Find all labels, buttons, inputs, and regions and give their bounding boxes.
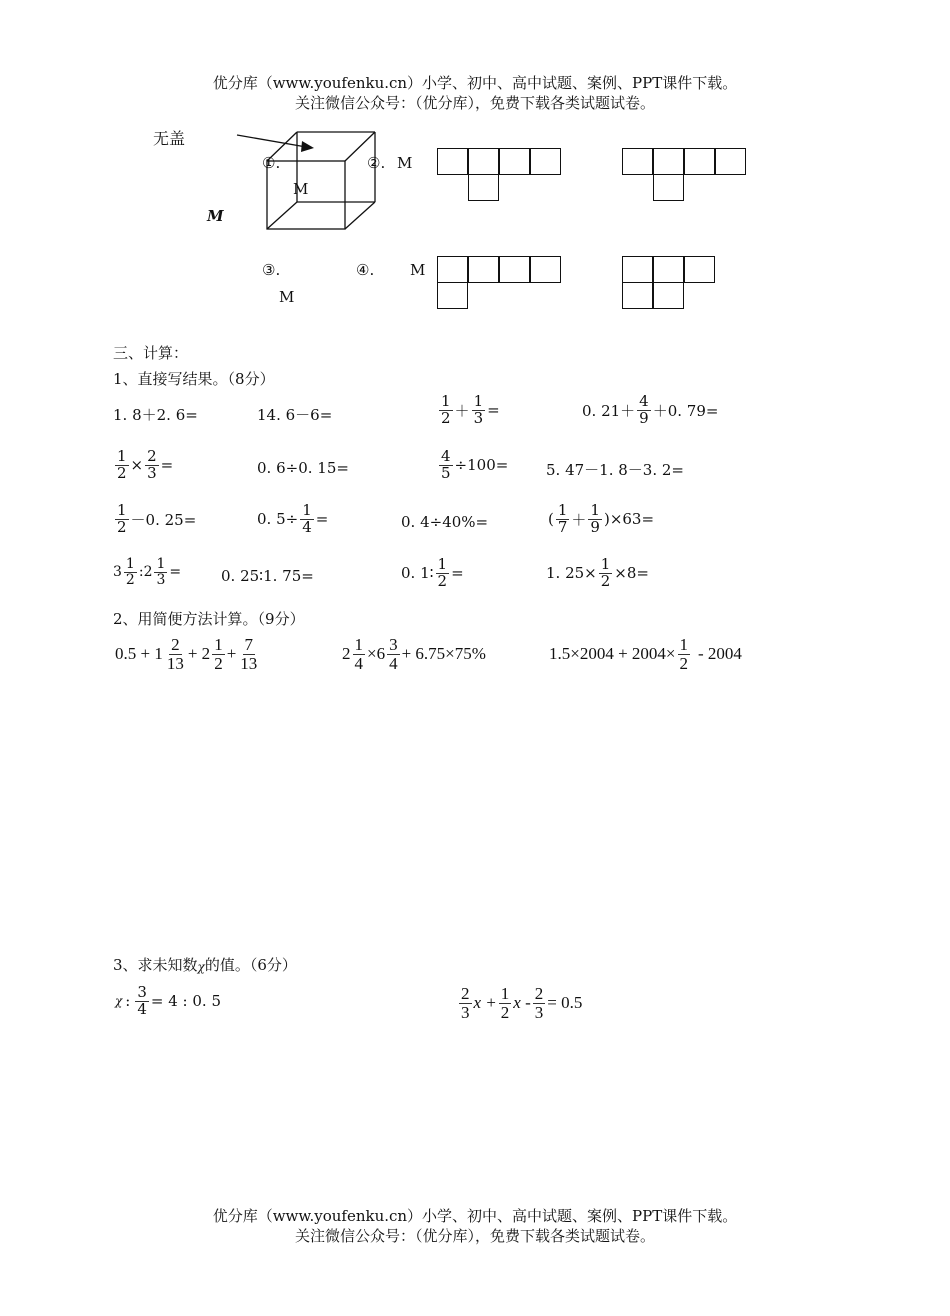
option-2-m-label: M xyxy=(397,154,413,172)
option-2-label: ②. xyxy=(367,154,386,172)
q1-b2: 0. 6÷0. 15= xyxy=(257,459,349,477)
q1-a1: 1. 8＋2. 6= xyxy=(113,406,198,424)
option-3-m-label: M xyxy=(279,288,295,306)
open-cube-figure xyxy=(230,125,390,235)
q1-title: 1、直接写结果。（8分） xyxy=(113,370,275,388)
q2-expr-1: 0.5 + 1 $\frac{2}{13}$ + 2 $\frac{1}{2}$ + $\frac{7}{13}$ xyxy=(115,635,258,673)
q3-equation-2: $\frac{2}{3}$ x + $\frac{1}{2}$ x - $\frac{2}{3}$ = 0.5 xyxy=(461,984,583,1022)
option-3-label: ③. xyxy=(262,261,281,279)
q1-c1: $\frac{1}{2}$ －0. 25= xyxy=(117,501,197,536)
q1-b4: 5. 47－1. 8－3. 2= xyxy=(546,461,684,479)
m-bold-label: M xyxy=(207,207,224,225)
q1-a4: 0. 21＋ $\frac{4}{9}$ ＋0. 79= xyxy=(582,392,719,427)
header-line-2: 关注微信公众号：（优分库），免费下载各类试题试卷。 xyxy=(294,94,655,112)
section-3-title: 三、计算： xyxy=(113,344,189,362)
q1-d4: 1. 25× $\frac{1}{2}$ ×8= xyxy=(546,555,649,590)
q2-expr-2: 2 $\frac{1}{4}$ ×6 $\frac{3}{4}$ + 6.75×75% xyxy=(342,635,486,673)
q1-c2: 0. 5÷ $\frac{1}{4}$ = xyxy=(257,501,329,536)
option-4-m-label: M xyxy=(410,261,426,279)
option-4-label: ④. xyxy=(356,261,375,279)
header-line-1: 优分库（www.youfenku.cn）小学、初中、高中试题、案例、PPT课件下载。 xyxy=(212,74,738,92)
q1-c4: ( $\frac{1}{7}$ ＋ $\frac{1}{9}$ )×63= xyxy=(548,501,655,536)
q1-a2: 14. 6－6= xyxy=(257,406,333,424)
q1-b1: $\frac{1}{2}$ × $\frac{2}{3}$ = xyxy=(117,447,174,482)
q1-d1: 3 $\frac{1}{2}$ : 2 $\frac{1}{3}$ = xyxy=(113,556,182,588)
q2-title: 2、用简便方法计算。（9分） xyxy=(113,610,305,628)
footer-line-1: 优分库（www.youfenku.cn）小学、初中、高中试题、案例、PPT课件下载。 xyxy=(212,1207,738,1225)
footer-line-2: 关注微信公众号：（优分库），免费下载各类试题试卷。 xyxy=(294,1227,655,1245)
q1-b3: $\frac{4}{5}$ ÷100= xyxy=(441,447,509,482)
cube-m-label: M xyxy=(293,180,309,198)
q1-a3: $\frac{1}{2}$ ＋ $\frac{1}{3}$ = xyxy=(441,392,500,427)
q2-expr-3: 1.5×2004 + 2004× $\frac{1}{2}$ - 2004 xyxy=(549,635,742,673)
q1-d2: 0. 25∶1. 75= xyxy=(221,567,314,585)
q3-equation-1: χ : $\frac{3}{4}$ = 4 : 0. 5 xyxy=(115,983,221,1018)
q1-c3: 0. 4÷40%= xyxy=(401,513,489,531)
no-lid-label: 无盖 xyxy=(153,129,186,148)
option-1-label: ①. xyxy=(262,154,281,172)
q1-d3: 0. 1∶ $\frac{1}{2}$ = xyxy=(401,555,464,590)
q3-title: 3、求未知数 χ 的值。（6分） xyxy=(113,956,297,974)
